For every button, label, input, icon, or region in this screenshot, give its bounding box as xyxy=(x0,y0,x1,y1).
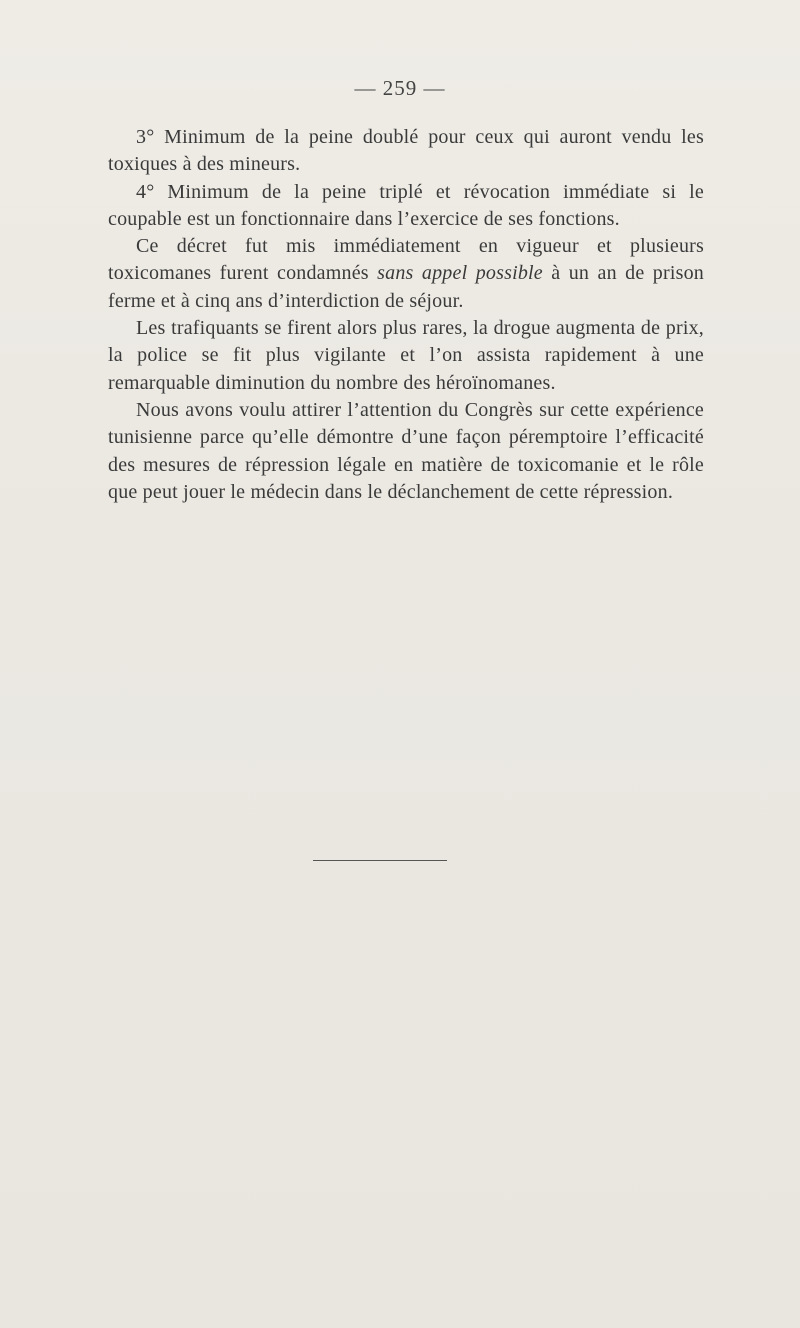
paragraph-conclusion: Nous avons voulu attirer l’attention du Congrès sur cette expérience tunisienne parce qu’elle démontre d’une façon péremptoire l’efficacité des mesures de répression légale en matière de toxicomanie et le rôle que peut jouer le médecin dans le déclanchement de cette répression. xyxy=(108,398,704,503)
body-text xyxy=(108,124,704,506)
paragraph-traffickers: Les trafiquants se firent alors plus rares, la drogue augmenta de prix, la police se fit plus vigilante et l’on assista rapidement à une remarquable diminution du nombre des héroïnomanes. xyxy=(108,317,704,394)
page-number: — 259 — xyxy=(354,76,446,100)
paragraph-item-3: 3° Minimum de la peine doublé pour ceux qui auront vendu les toxiques à des mineurs. xyxy=(108,126,704,176)
decree-text-end: à un an de prison ferme et à cinq ans d’interdiction de séjour. xyxy=(108,262,705,312)
paragraph-item-4: 4° Minimum de la peine triplé et révocation immédiate si le coupable est un fonctionnaire dans l’exercice de ses fonctions. xyxy=(108,180,704,230)
section-divider-rule xyxy=(313,860,447,861)
decree-text-start: Ce décret fut mis immédiatement en vigueur et plusieurs toxicomanes furent condamnés xyxy=(108,235,704,285)
decree-italic-phrase: sans appel possible xyxy=(377,262,543,285)
paragraph-decree xyxy=(108,233,704,315)
